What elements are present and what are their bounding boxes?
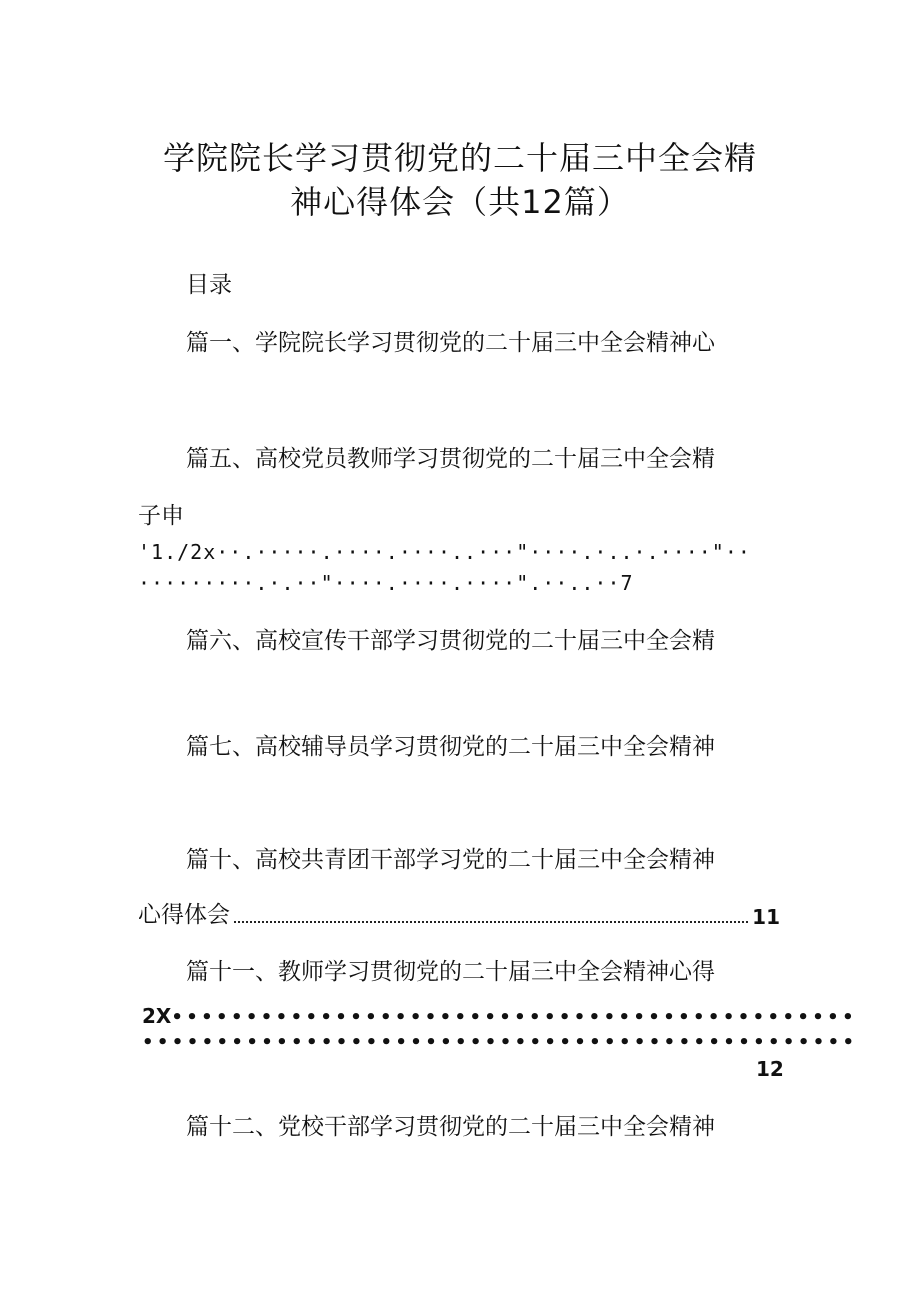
toc-entry-10-continuation: 心得体会 [138, 902, 230, 928]
toc-fragment: 子申 [138, 503, 184, 529]
dot-leader [234, 921, 748, 923]
leader-prefix: 2X [142, 1004, 172, 1028]
page-number: 12 [756, 1057, 784, 1081]
toc-entry-10-leader[interactable] [138, 896, 780, 929]
toc-entry-7[interactable]: 篇七、高校辅导员学习贯彻党的二十届三中全会精神 [186, 734, 715, 760]
document-title-line-2: 神心得体会（共12篇） [290, 183, 630, 221]
toc-leader-garbled-1: '1./2x··.·····.····.····..···"····.·..·.····"·· [138, 540, 751, 564]
toc-heading: 目录 [186, 272, 232, 298]
toc-entry-11[interactable]: 篇十一、教师学习贯彻党的二十届三中全会精神心得 [186, 959, 715, 985]
toc-entry-11-leader-1 [142, 1004, 857, 1028]
dot-leader: •••••••••••••••••••••••••••••••••••••••••••••• [171, 1007, 857, 1028]
toc-entry-11-leader-2: •••••••••••••••••••••••••••••••••••••••••••••••• [142, 1032, 858, 1053]
toc-entry-1[interactable]: 篇一、学院院长学习贯彻党的二十届三中全会精神心 [186, 330, 715, 356]
toc-entry-12[interactable]: 篇十二、党校干部学习贯彻党的二十届三中全会精神 [186, 1114, 715, 1140]
toc-entry-5[interactable]: 篇五、高校党员教师学习贯彻党的二十届三中全会精 [186, 446, 715, 472]
toc-leader-garbled-2: ·········.·.··"····.····.····".··..··7 [138, 571, 634, 595]
document-title-line-1: 学院院长学习贯彻党的二十届三中全会精 [162, 139, 757, 177]
toc-entry-10[interactable]: 篇十、高校共青团干部学习党的二十届三中全会精神 [186, 847, 715, 873]
page-number: 11 [752, 905, 780, 929]
toc-entry-6[interactable]: 篇六、高校宣传干部学习贯彻党的二十届三中全会精 [186, 628, 715, 654]
